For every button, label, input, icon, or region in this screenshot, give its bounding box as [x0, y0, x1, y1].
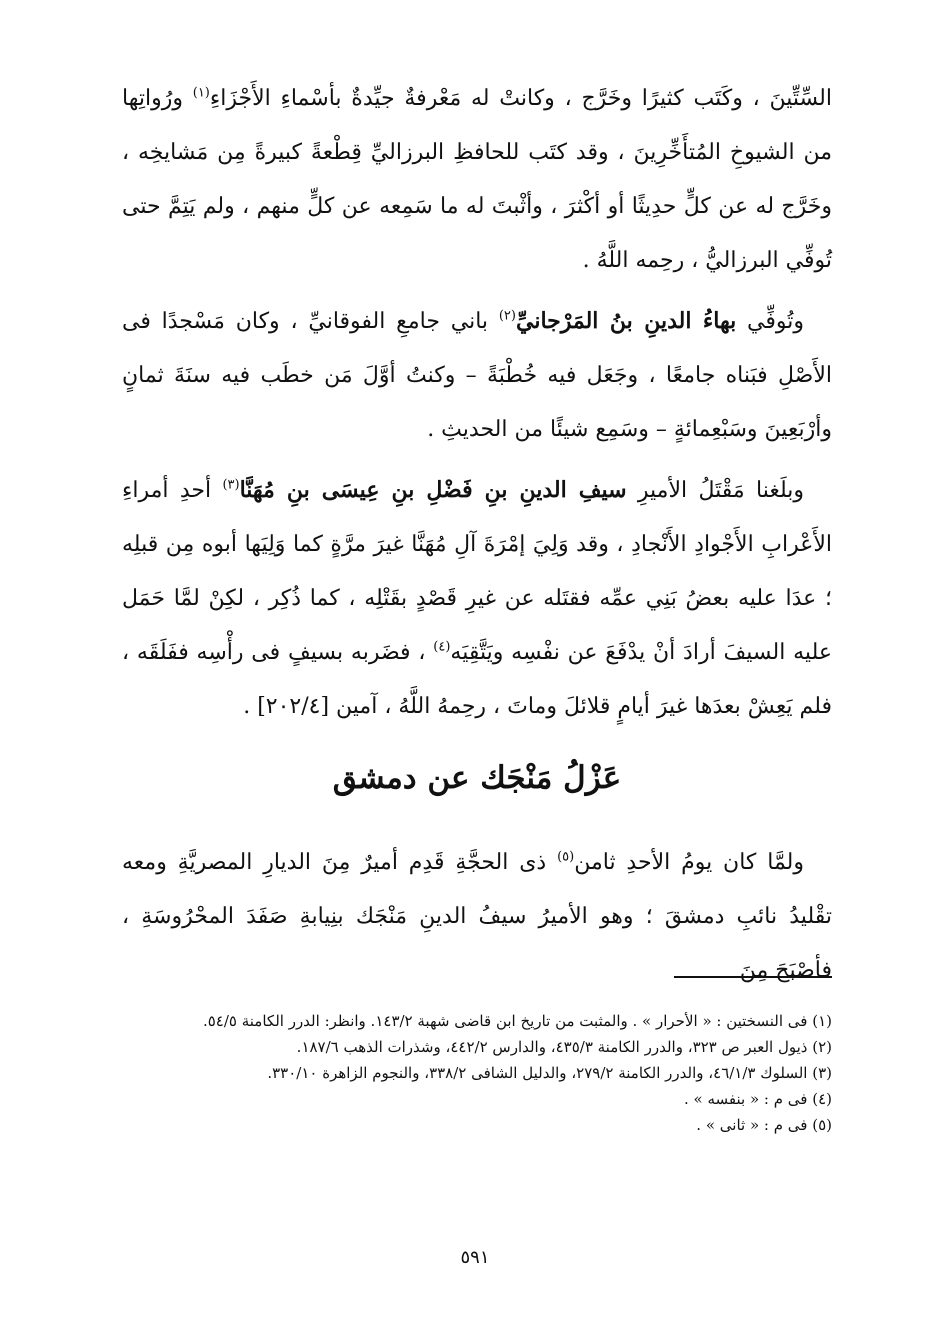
paragraph-4-part-b: ذى الحجَّةِ قَدِم أميرٌ مِنَ الديارِ المصريَّةِ ومعه تقْليدُ نائبِ دمشقَ ؛ وهو الأميرُ سيفُ الدينِ مَنْجَك بنِيابةِ صَفَدَ المحْرُوسَةِ ، فأصْبَحَ مِنَ — [122, 850, 832, 983]
footnote-ref-4: (٤) — [433, 639, 451, 655]
footnotes-block — [112, 1008, 832, 1138]
paragraph-3 — [122, 463, 832, 734]
footnote-divider — [674, 976, 832, 978]
page-number: ٥٩١ — [460, 1247, 490, 1268]
paragraph-4-part-a: ولمَّا كان يومُ الأحدِ ثامن — [574, 850, 804, 875]
footnote-ref-1: (١) — [192, 85, 210, 101]
person-name-sayf-al-din: سيفِ الدينِ بنِ فَضْلِ بنِ عِيسَى بنِ مُهَنَّا — [239, 477, 627, 503]
paragraph-1 — [122, 72, 832, 288]
footnote-ref-5: (٥) — [557, 849, 575, 865]
main-text-block — [122, 72, 832, 734]
footnote-3: (٣) السلوك ٤٦/١/٣، والدرر الكامنة ٢٧٩/٢، والدليل الشافى ٣٣٨/٢، والنجوم الزاهرة ٣٣٠/١٠. — [267, 1064, 832, 1082]
footnote-5: (٥) فى م : « ثانى » . — [696, 1116, 832, 1134]
footnote-1: (١) فى النسختين : « الأحرار » . والمثبت من تاريخ ابن قاضى شهبة ١٤٣/٢. وانظر: الدرر الكامنة ٥٤/٥. — [202, 1012, 832, 1030]
paragraph-3-part-a: وبلَغنا مَقْتَلُ الأميرِ — [626, 478, 804, 503]
paragraph-2-part-b: باني جامعِ الفوقانيِّ ، وكان مَسْجدًا فى الأَصْلِ فبَناه جامعًا ، وجَعَل فيه خُطْبَةً – وكنتُ أوَّلَ مَن خطَب فيه سنَةَ ثمانٍ وأرْبَعِينَ وسَبْعِمائةٍ – وسَمِع شيئًا من الحديثِ . — [122, 309, 832, 442]
footnote-4: (٤) فى م : « بنفسه » . — [684, 1090, 832, 1108]
paragraph-4 — [122, 836, 832, 998]
section-heading: عَزْلُ مَنْجَك عن دمشق — [332, 760, 622, 796]
paragraph-3-part-b: أحدِ أمراءِ الأَعْرابِ الأَجْوادِ الأَنْجادِ ، وقد وَلِيَ إمْرَةَ آلِ مُهَنَّا غيرَ مرَّةٍ كما وَلِيَها أبوه مِن قبلِه ؛ عدَا عليه بعضُ بَنِي عمِّه فقتَله عن غيرِ قَصْدٍ بقَتْلِه ، كما ذُكِر ، لكِنْ لمَّا حَمَل عليه السيفَ أرادَ أنْ يدْفَعَ عن نفْسِه ويَتَّقِيَه — [122, 478, 832, 665]
paragraph-1-part-a: السِّتِّينَ ، وكَتَب كثيرًا وخَرَّج ، وكانتْ له مَعْرفةٌ جيِّدةٌ بأسْماءِ الأَجْزَاءِ — [209, 86, 833, 111]
footnote-ref-2: (٢) — [498, 308, 516, 324]
paragraph-2-part-a: وتُوفِّي — [736, 309, 804, 334]
paragraph-1-part-b: ورُواتِها من الشيوخِ المُتأَخِّرِينَ ، وقد كتَب للحافظِ البرزاليِّ قِطْعةً كبيرةً مِن مَشايخِه ، وخَرَّج له عن كلٍّ حدِيثًا أو أكْثرَ ، وأثْبتَ له ما سَمِعه عن كلٍّ منهم ، ولم يَتِمَّ حتى تُوفِّي البرزاليُّ ، رحِمه اللَّهُ . — [122, 86, 832, 273]
paragraph-3-part-c: ، فضَربه بسيفٍ فى رأْسِه ففَلَقَه ، فلم يَعِشْ بعدَها غيرَ أيامٍ قلائلَ وماتَ ، رحِمهُ اللَّهُ ، آمين [٢٠٢/٤] . — [122, 640, 832, 719]
footnote-2: (٢) ذيول العبر ص ٣٢٣، والدرر الكامنة ٤٣٥/٣، والدارس ٤٤٢/٢، وشذرات الذهب ١٨٧/٦. — [296, 1038, 832, 1056]
paragraph-2 — [122, 294, 832, 457]
second-text-block — [122, 836, 832, 998]
footnote-ref-3: (٣) — [222, 477, 240, 493]
person-name-marjani: بهاءُ الدينِ بنُ المَرْجانيِّ — [515, 308, 737, 334]
